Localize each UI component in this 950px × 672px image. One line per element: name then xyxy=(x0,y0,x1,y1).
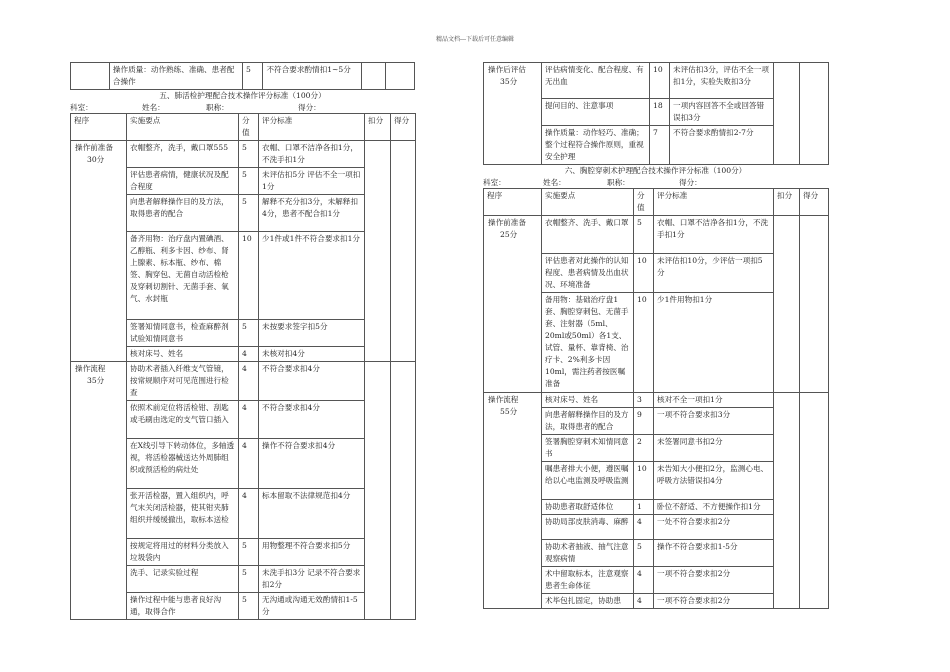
table-row xyxy=(484,393,829,408)
implementation-point: 协助患者取舒适体位 xyxy=(542,500,634,515)
program-name: 操作前准备 xyxy=(488,218,526,227)
scoring-table xyxy=(483,188,829,609)
score-value: 5 xyxy=(239,539,259,566)
program-points: 55分 xyxy=(500,407,518,416)
implementation-point: 操作质量：动作轻巧、准确；整个过程符合操作原则，重视安全护理 xyxy=(542,126,650,165)
column-header: 评分标准 xyxy=(259,114,365,141)
table-header-row xyxy=(71,114,416,141)
program-name: 操作流程 xyxy=(488,395,519,404)
implementation-point: 操作质量：动作熟练、准确、患者配合操作 xyxy=(109,63,242,90)
column-header: 得分 xyxy=(800,189,829,216)
score-value: 5 xyxy=(634,540,654,567)
implementation-point: 协助局部皮肤消毒、麻醉 xyxy=(542,515,634,540)
column-header: 实施要点 xyxy=(127,114,239,141)
score-value: 9 xyxy=(634,408,654,435)
score-value: 5 xyxy=(239,168,259,195)
scoring-standard: 未评估扣3分，评估不全一项扣1分，实验失败扣3分 xyxy=(670,63,774,99)
scoring-standard: 衣帽、口罩不洁净各扣1分，不洗手扣1分 xyxy=(654,216,774,254)
scoring-standard: 不符合要求酌情扣1~5分 xyxy=(263,63,361,90)
score-value: 10 xyxy=(239,232,259,320)
column-header: 分值 xyxy=(239,114,259,141)
score-value: 4 xyxy=(634,594,654,609)
score-value: 5 xyxy=(239,195,259,232)
scoring-standard: 操作不符合要求扣1-5分 xyxy=(654,540,774,567)
score-value: 1 xyxy=(634,500,654,515)
score-value: 5 xyxy=(239,593,259,620)
program-name: 操作前准备 xyxy=(75,143,113,152)
scoring-standard: 一处不符合要求扣2分 xyxy=(654,515,774,540)
scoring-standard: 一项不符合要求扣3分 xyxy=(654,408,774,435)
right-column xyxy=(483,62,828,609)
evaluation-table xyxy=(483,62,829,165)
column-header: 评分标准 xyxy=(654,189,774,216)
scoring-standard: 衣帽、口罩不洁净各扣1分，不洗手扣1分 xyxy=(259,141,365,168)
scoring-standard: 未评估扣10分，少评估一项扣5分 xyxy=(654,254,774,293)
score-value: 3 xyxy=(634,393,654,408)
score-value: 18 xyxy=(650,99,670,126)
implementation-point: 嘱患者排大小便，遵医嘱给以心电监测及呼吸监测 xyxy=(542,462,634,500)
implementation-point: 签署知情同意书，检查麻醉剂试验知情同意书 xyxy=(127,320,239,347)
implementation-point: 协助术者抽液、抽气注意观察病情 xyxy=(542,540,634,567)
score-label: 得分： xyxy=(679,178,702,187)
implementation-point: 备齐用物：治疗盘内置碘酒、乙醇瓶、利多卡因、纱布、肾上腺素、标本瓶、纱布、棉签、胸穿包、无菌自动活检枪及穿刺切割针、无菌手套、氧气、水封瓶 xyxy=(127,232,239,320)
implementation-point: 备用物：基础治疗盘1套、胸腔穿刺包、无菌手套、注射器（5ml、20ml或50ml）各1支、试管、量杯、靠背椅、治疗卡、2%利多卡因10ml，需注药者按医嘱准备 xyxy=(542,293,634,393)
implementation-point: 评估患者病情，健康状况及配合程度 xyxy=(127,168,239,195)
program-cell xyxy=(71,141,127,362)
scoring-standard: 不符合要求扣4分 xyxy=(259,401,365,439)
score-value: 10 xyxy=(634,462,654,500)
implementation-point: 衣帽整齐，洗手，戴口罩555 xyxy=(127,141,239,168)
scoring-standard: 一项不符合要求扣2分 xyxy=(654,567,774,594)
score-value: 4 xyxy=(239,362,259,401)
score-value: 5 xyxy=(239,320,259,347)
column-header: 扣分 xyxy=(365,114,391,141)
scoring-standard: 操作不符合要求扣4分 xyxy=(259,439,365,489)
top-continuation-table xyxy=(70,62,415,90)
table-row xyxy=(71,63,415,90)
implementation-point: 向患者解释操作目的及方法，取得患者的配合 xyxy=(542,408,634,435)
implementation-point: 在X线引导下转动体位，多轴透视，将活检器械送达外周肺组织或预活检的病灶处 xyxy=(127,439,239,489)
left-column xyxy=(70,62,415,620)
implementation-point: 协助术者插入纤维支气管镜，按常规顺序对可见范围进行检查 xyxy=(127,362,239,401)
score-value: 4 xyxy=(239,489,259,539)
title-label: 职称： xyxy=(607,178,630,187)
scoring-standard: 用物整理不符合要求扣5分 xyxy=(259,539,365,566)
implementation-point: 洗手、记录实验过程 xyxy=(127,566,239,593)
table-row xyxy=(484,216,829,254)
program-cell xyxy=(484,63,542,165)
program-name: 操作后评估 xyxy=(488,65,526,74)
implementation-point: 签署胸腔穿刺术知情同意书 xyxy=(542,435,634,462)
implementation-point: 向患者解释操作目的及方法，取得患者的配合 xyxy=(127,195,239,232)
scoring-standard: 一项不符合要求扣2分 xyxy=(654,594,774,609)
table-row xyxy=(71,141,416,168)
score-value: 5 xyxy=(242,63,262,90)
implementation-point: 核对床号、姓名 xyxy=(127,347,239,362)
column-header: 扣分 xyxy=(774,189,800,216)
implementation-point: 操作过程中能与患者良好沟通，取得合作 xyxy=(127,593,239,620)
score-value: 10 xyxy=(634,254,654,293)
section-title: 六、胸腔穿刺术护理配合技术操作评分标准（100分） xyxy=(564,166,747,175)
scoring-standard: 标本留取不法律规范扣4分 xyxy=(259,489,365,539)
program-cell xyxy=(484,216,542,393)
scoring-standard: 少1件用物扣1分 xyxy=(654,293,774,393)
meta-line xyxy=(483,177,828,188)
column-header: 程序 xyxy=(484,189,542,216)
table-row xyxy=(71,362,416,401)
scoring-standard: 核对不全一项扣1分 xyxy=(654,393,774,408)
implementation-point: 张开活检器，置入组织内，呼气末关闭活检器，使其钳夹肺组织并缓缓撤出，取标本送检 xyxy=(127,489,239,539)
dept-label: 科室： xyxy=(70,103,93,112)
implementation-point: 术毕包扎固定，协助患 xyxy=(542,594,634,609)
score-value: 4 xyxy=(634,567,654,594)
program-points: 25分 xyxy=(500,230,518,239)
score-value: 4 xyxy=(634,515,654,540)
implementation-point: 评估病情变化、配合程度、有无出血 xyxy=(542,63,650,99)
column-header: 分值 xyxy=(634,189,654,216)
program-cell xyxy=(484,393,542,609)
implementation-point: 衣帽整齐、洗手、戴口罩 xyxy=(542,216,634,254)
score-value: 5 xyxy=(634,216,654,254)
scoring-standard: 不符合要求酌情扣2-7分 xyxy=(670,126,774,165)
scoring-standard: 不符合要求扣4分 xyxy=(259,362,365,401)
meta-line xyxy=(70,102,415,113)
dept-label: 科室： xyxy=(483,178,506,187)
column-header: 程序 xyxy=(71,114,127,141)
name-label: 姓名： xyxy=(543,178,566,187)
score-value: 5 xyxy=(239,141,259,168)
score-value: 10 xyxy=(634,293,654,393)
scoring-standard: 无沟通或沟通无效酌情扣1-5分 xyxy=(259,593,365,620)
program-points: 35分 xyxy=(500,77,518,86)
program-name: 操作流程 xyxy=(75,364,106,373)
page-header-note: 精品文档---下载后可任意编辑 xyxy=(435,36,515,43)
scoring-standard: 未评估扣5分 评估不全一项扣1分 xyxy=(259,168,365,195)
implementation-point: 术中留取标本，注意观察患者生命体征 xyxy=(542,567,634,594)
implementation-point: 评估患者对此操作的认知程度、患者病情及出血状况、环境准备 xyxy=(542,254,634,293)
scoring-standard: 未洗手扣3分 记录不符合要求扣2分 xyxy=(259,566,365,593)
score-value: 4 xyxy=(239,401,259,439)
table-row xyxy=(484,63,829,99)
score-value: 7 xyxy=(650,126,670,165)
implementation-point: 依照术前定位将活检钳、刮匙或毛刷由选定的支气管口插入 xyxy=(127,401,239,439)
score-value: 10 xyxy=(650,63,670,99)
score-value: 4 xyxy=(239,347,259,362)
scoring-standard: 未签署同意书扣2分 xyxy=(654,435,774,462)
scoring-table xyxy=(70,113,416,620)
implementation-point: 按规定将用过的材料分类放入垃圾袋内 xyxy=(127,539,239,566)
scoring-standard: 解释不充分扣3分，未解释扣4分，患者不配合扣1分 xyxy=(259,195,365,232)
scoring-standard: 未按要求签字扣5分 xyxy=(259,320,365,347)
scoring-standard: 卧位不舒适、不方便操作扣1分 xyxy=(654,500,774,515)
score-value: 5 xyxy=(239,566,259,593)
program-cell xyxy=(71,362,127,620)
name-label: 姓名： xyxy=(142,103,165,112)
program-points: 30分 xyxy=(87,155,105,164)
program-points: 35分 xyxy=(87,376,105,385)
scoring-standard: 少1件或1件不符合要求扣1分 xyxy=(259,232,365,320)
scoring-standard: 未告知大小便扣2分，监测心电、呼吸方法错误扣4分 xyxy=(654,462,774,500)
score-label: 得分： xyxy=(298,103,321,112)
title-label: 职称： xyxy=(206,103,229,112)
score-value: 2 xyxy=(634,435,654,462)
scoring-standard: 未核对扣4分 xyxy=(259,347,365,362)
column-header: 得分 xyxy=(391,114,416,141)
implementation-point: 提问目的、注意事项 xyxy=(542,99,650,126)
table-header-row xyxy=(484,189,829,216)
scoring-standard: 一项内容回答不全或回答错误扣3分 xyxy=(670,99,774,126)
column-header: 实施要点 xyxy=(542,189,634,216)
score-value: 4 xyxy=(239,439,259,489)
section-title: 五、肺活检护理配合技术操作评分标准（100分） xyxy=(159,91,326,100)
implementation-point: 核对床号、姓名 xyxy=(542,393,634,408)
